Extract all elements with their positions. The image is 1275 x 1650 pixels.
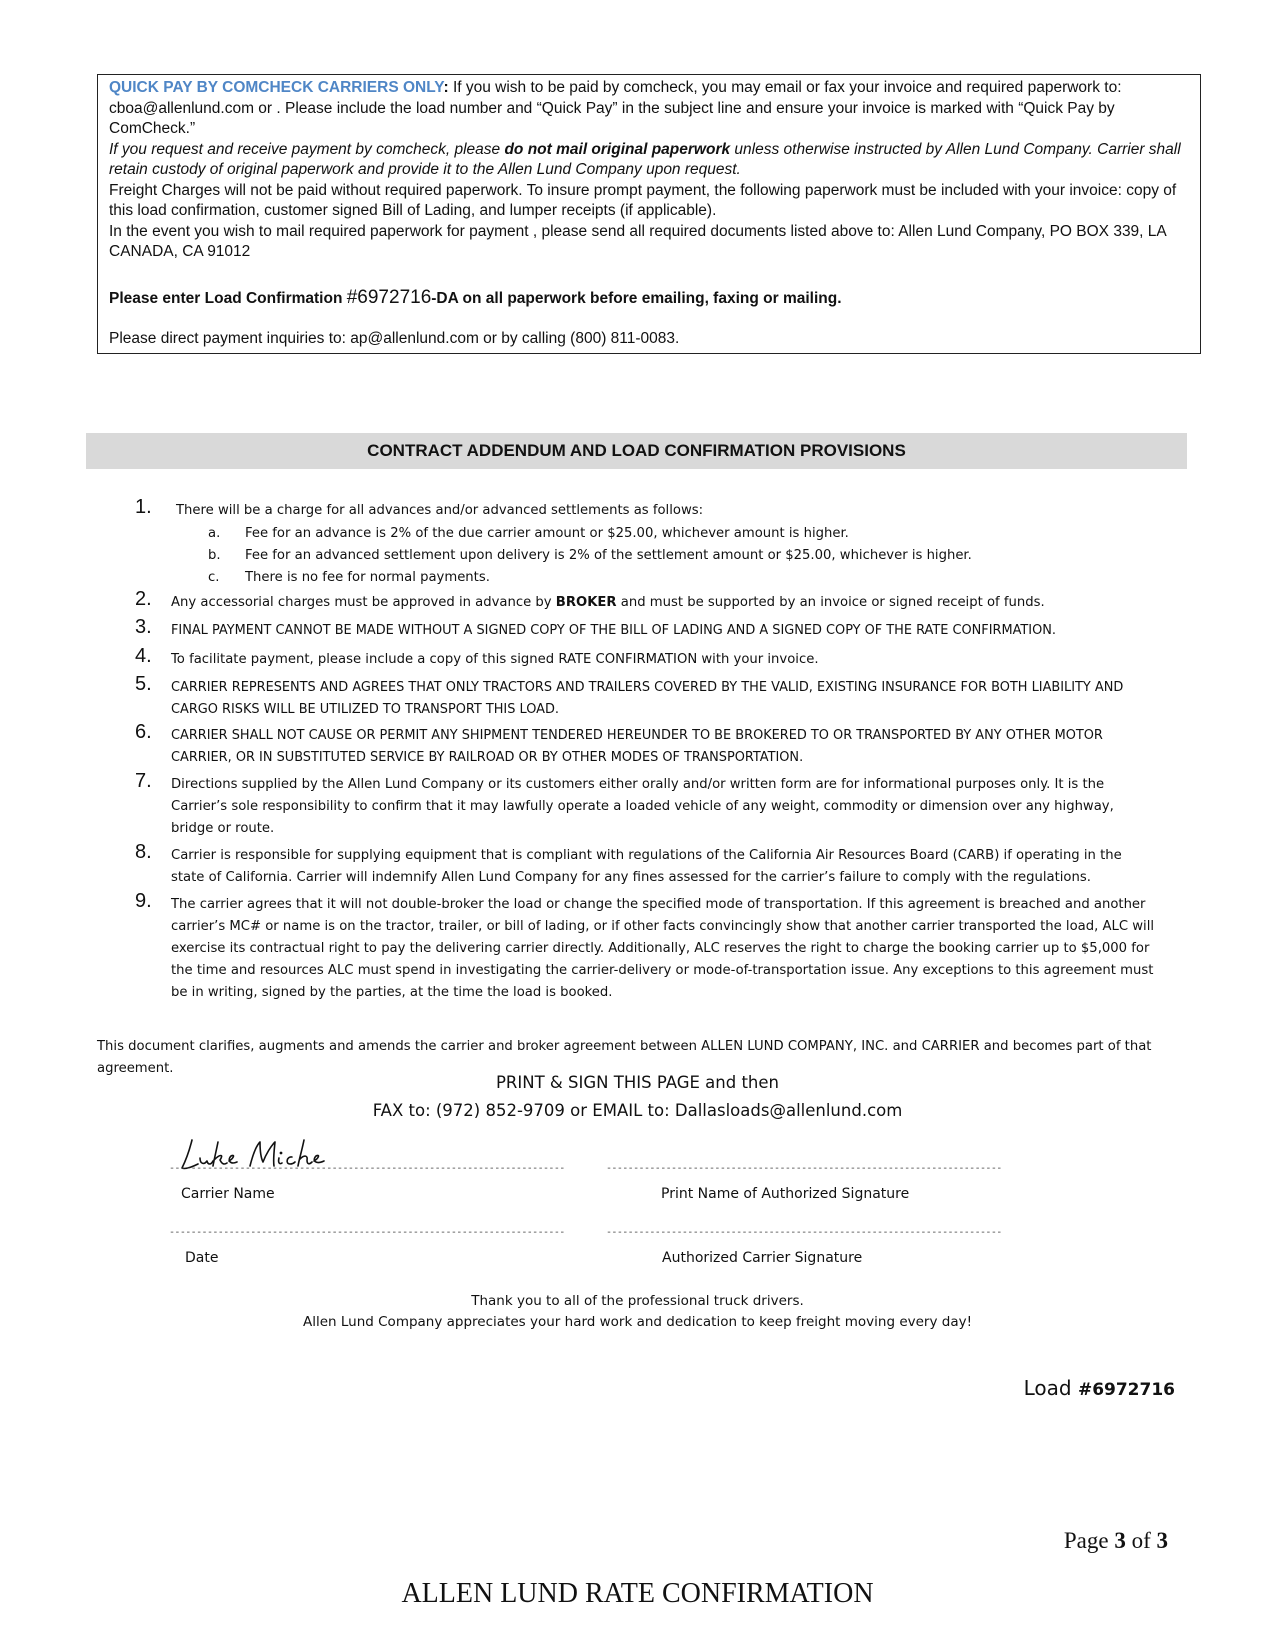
footer-title: ALLEN LUND RATE CONFIRMATION — [401, 1578, 874, 1609]
provision-number: 3. — [135, 616, 152, 638]
load-value: 6972716 — [1092, 1380, 1175, 1400]
provision-text-line: CARRIER, OR IN SUBSTITUTED SERVICE BY RAILROAD OR BY OTHER MODES OF TRANSPORTATION. — [171, 750, 804, 765]
provision-number: 7. — [135, 770, 152, 792]
authorized-signature-label: Authorized Carrier Signature — [662, 1250, 863, 1266]
provision-text: To facilitate payment, please include a copy of this signed RATE CONFIRMATION with your invoice. — [171, 652, 819, 667]
italic-bold: do not mail original paperwork — [504, 140, 731, 158]
mail-instructions: In the event you wish to mail required paperwork for payment , please send all required documents listed above to: Allen Lund Company, PO BOX 339, LA CANADA, CA 91012 — [109, 222, 1166, 260]
provision-text: There will be a charge for all advances and/or advanced settlements as follows: — [176, 503, 704, 518]
enter-post: -DA on all paperwork before emailing, faxing or mailing. — [431, 289, 842, 307]
page-of: of — [1125, 1528, 1157, 1553]
print-sign-instruction: PRINT & SIGN THIS PAGE and then — [495, 1073, 779, 1092]
print-name-label: Print Name of Authorized Signature — [661, 1186, 910, 1202]
quick-pay-title: QUICK PAY BY COMCHECK CARRIERS ONLY — [109, 79, 444, 96]
provision-number: 8. — [135, 841, 152, 863]
date-line: ------------------------------------------------------------------------- — [169, 1227, 565, 1238]
clarification-text: This document clarifies, augments and amends the carrier and broker agreement between ALLEN LUND COMPANY, INC. and CARRIER and becomes part of that agreement. — [97, 1039, 1152, 1076]
date-label: Date — [185, 1250, 219, 1266]
provision-number: 2. — [135, 588, 152, 610]
authorized-signature-line: ------------------------------------------------------------------------- — [606, 1227, 1002, 1238]
sub-item-text: Fee for an advance is 2% of the due carrier amount or $25.00, whichever amount is higher. — [245, 526, 849, 541]
provision-number: 6. — [135, 721, 152, 743]
enter-pre: Please enter Load Confirmation — [109, 289, 347, 307]
page-total: 3 — [1156, 1528, 1168, 1553]
provision-text — [171, 592, 1045, 614]
provision-text-line: carrier’s MC# or name is on the tractor, trailer, or bill of lading, or if other facts convincingly show that another carrier transported the load, ALC will — [171, 919, 1155, 934]
carrier-name-label: Carrier Name — [181, 1186, 275, 1202]
sub-item-letter: c. — [208, 570, 220, 585]
sub-item-text: Fee for an advanced settlement upon delivery is 2% of the settlement amount or $25.00, whichever is higher. — [245, 548, 972, 563]
quick-pay-intro-text: If you wish to be paid by comcheck, you may email or fax your invoice and required paperwork to: cboa@allenlund.com or . Please include the load number and “Quick Pay” in the subject line and ensure your invoice is marked with “Quick Pay by ComCheck.” — [109, 79, 1122, 137]
payment-inquiries: Please direct payment inquiries to: ap@allenlund.com or by calling (800) 811-0083. — [109, 330, 680, 347]
load-number-label — [1024, 1376, 1175, 1400]
thanks-line-1: Thank you to all of the professional truck drivers. — [471, 1293, 804, 1309]
provision-number: 9. — [135, 890, 152, 912]
section-header — [86, 433, 1187, 469]
carrier-name-line: ------------------------------------------------------------------------- — [169, 1163, 565, 1174]
page-number — [1064, 1528, 1168, 1554]
load-hash: # — [1077, 1380, 1093, 1400]
provision-number: 1. — [135, 496, 152, 518]
italic-post: unless otherwise instructed by Allen Lund Company. Carrier shall retain custody of original paperwork and provide it to the Allen Lund Company upon request. — [109, 140, 1181, 178]
sub-item-letter: a. — [208, 526, 221, 541]
load-number: 6972716 — [357, 286, 432, 308]
provision-bold: BROKER — [555, 595, 617, 610]
italic-pre: If you request and receive payment by comcheck, please — [109, 140, 505, 158]
page-current: 3 — [1114, 1528, 1126, 1553]
sub-item-letter: b. — [208, 548, 221, 563]
provision-text-line: CARRIER REPRESENTS AND AGREES THAT ONLY TRACTORS AND TRAILERS COVERED BY THE VALID, EXISTING INSURANCE FOR BOTH LIABILITY AND — [171, 680, 1124, 695]
provision-text-line: The carrier agrees that it will not double-broker the load or change the specified mode of transportation. If this agreement is breached and another — [171, 897, 1146, 912]
provision-text-line: the time and resources ALC must spend in investigating the carrier-delivery or mode-of-transportation issue. Any exceptions to this agreement must — [171, 963, 1154, 978]
fax-email-instruction: FAX to: (972) 852-9709 or EMAIL to: Dallasloads@allenlund.com — [372, 1101, 903, 1120]
provision-text-line: CARGO RISKS WILL BE UTILIZED TO TRANSPORT THIS LOAD. — [171, 702, 559, 717]
quick-pay-box — [97, 74, 1201, 354]
load-label: Load — [1023, 1376, 1078, 1400]
provision-text-line: state of California. Carrier will indemnify Allen Lund Company for any fines assessed for the carrier’s failure to comply with the regulations. — [171, 870, 1091, 885]
provision-number: 5. — [135, 673, 152, 695]
provision-text-line: exercise its contractual right to pay the delivering carrier directly. Additionally, ALC reserves the right to charge the booking carrier up to $5,000 for — [171, 941, 1150, 956]
print-name-line: ------------------------------------------------------------------------- — [606, 1163, 1002, 1174]
thanks-line-2: Allen Lund Company appreciates your hard work and dedication to keep freight moving every day! — [302, 1314, 972, 1330]
page-word: Page — [1063, 1528, 1115, 1553]
quick-pay-intro — [109, 78, 1190, 140]
quick-pay-colon: : — [443, 79, 449, 96]
quick-pay-italic — [109, 140, 1190, 181]
provision-text-line: CARRIER SHALL NOT CAUSE OR PERMIT ANY SHIPMENT TENDERED HEREUNDER TO BE BROKERED TO OR TRANSPORTED BY ANY OTHER MOTOR — [171, 728, 1103, 743]
provision-text-line: be in writing, signed by the parties, at the time the load is booked. — [171, 985, 613, 1000]
provision-text: FINAL PAYMENT CANNOT BE MADE WITHOUT A SIGNED COPY OF THE BILL OF LADING AND A SIGNED COPY OF THE RATE CONFIRMATION. — [171, 623, 1056, 638]
hash-sign: # — [346, 286, 358, 308]
load-confirmation-line — [109, 288, 1190, 310]
provision-text-line: bridge or route. — [171, 821, 275, 836]
provision-number: 4. — [135, 645, 152, 667]
section-title: CONTRACT ADDENDUM AND LOAD CONFIRMATION PROVISIONS — [367, 441, 906, 460]
freight-charges: Freight Charges will not be paid without required paperwork. To insure prompt payment, the following paperwork must be included with your invoice: copy of this load confirmation, customer signed Bill of Lading, and lumper receipts (if applicable). — [109, 181, 1177, 219]
provision-pre: Any accessorial charges must be approved in advance by — [171, 595, 556, 610]
provision-text-line: Carrier’s sole responsibility to confirm that it may lawfully operate a loaded vehicle of any weight, commodity or dimension over any highway, — [171, 799, 1114, 814]
provision-post: and must be supported by an invoice or signed receipt of funds. — [616, 595, 1045, 610]
provision-text-line: Directions supplied by the Allen Lund Company or its customers either orally and/or written form are for informational purposes only. It is the — [171, 777, 1105, 792]
provision-text-line: Carrier is responsible for supplying equipment that is compliant with regulations of the California Air Resources Board (CARB) if operating in the — [171, 848, 1122, 863]
sub-item-text: There is no fee for normal payments. — [245, 570, 490, 585]
